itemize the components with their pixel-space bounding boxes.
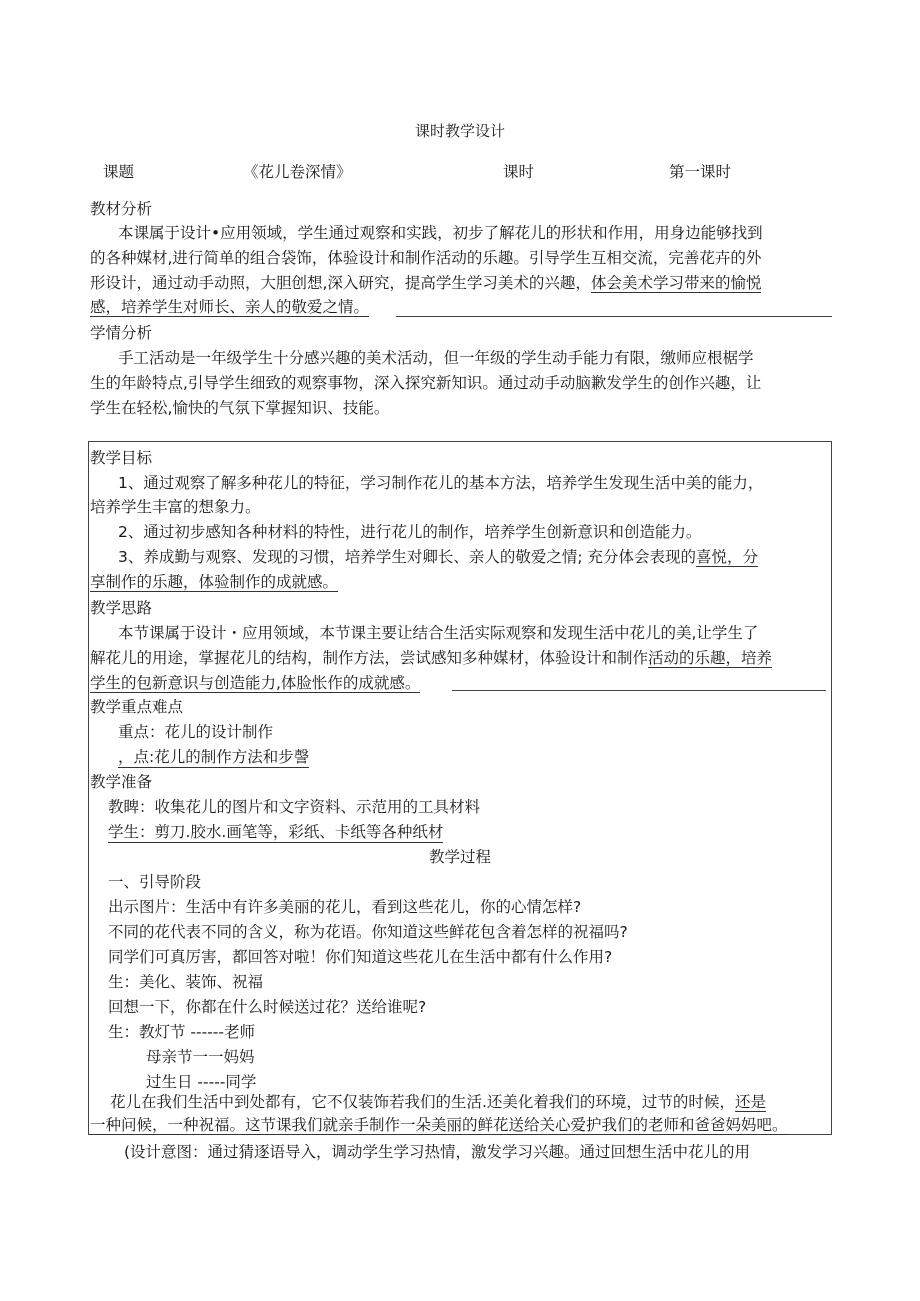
material-line-3: 形设计，通过动手动照，大胆创想,深入研究，提高学生学习美术的兴趣，体会美术学习带来的愉悦 <box>90 274 762 292</box>
students-line-2: 生的年龄特点,引导学生细致的观察事物，深入探究新知识。通过动手动脑歉发学生的创作兴趣，让 <box>90 374 762 392</box>
topic-label: 课题 <box>103 163 135 181</box>
key-points-heading: 教学重点难点 <box>90 698 184 716</box>
process-stage: 一、引导阶段 <box>108 873 202 891</box>
prep-teacher: 教睥：收集花儿的图片和文字资料、示范用的工具材料 <box>108 798 481 816</box>
design-note: (设计意图：通过猜逐语导入，调动学生学习热情，激发学习兴趣。通过回想生活中花儿的用 <box>124 1143 751 1161</box>
process-line-7: 母亲节一一妈妈 <box>146 1048 255 1066</box>
material-line-2: 的各种媒材,进行简单的组合袋饰，体验设计和制作活动的乐趣。引导学生互相交流，完善花卉的外 <box>90 249 762 267</box>
process-line-2: 不同的花代表不同的含义，称为花语。你知道这些鲜花包含着怎样的祝福吗? <box>108 923 628 941</box>
prep-student: 学生：剪刀.胶水.画笔等，彩纸、卡纸等各种纸材 <box>108 820 443 843</box>
material-line-1: 本课属于设计•应用领域，学生通过观察和实践，初步了解花儿的形状和作用，用身边能够找到 <box>118 224 763 242</box>
difficulty-point: ，点:花儿的制作方法和步謦 <box>118 745 309 768</box>
summary-line-2: 一种问候，一种祝福。这节课我们就亲手制作一朵美丽的鲜花送给关心爱护我们的老师和爸爸妈妈吧。 <box>90 1116 788 1134</box>
approach-heading: 教学思路 <box>90 599 153 617</box>
process-line-8: 过生日 -----同学 <box>146 1073 257 1091</box>
summary-line-1: 花儿在我们生活中到处都有，它不仅装饰若我们的生活.还美化着我们的环境，过节的时候，还是 <box>110 1093 766 1111</box>
material-heading: 教材分析 <box>90 200 153 218</box>
approach-line-2: 解花儿的用途，掌握花儿的结构，制作方法，尝试感知多种媒材，体验设计和制作活动的乐趣，培养 <box>90 649 773 667</box>
process-heading: 教学过程 <box>428 848 491 866</box>
topic-value: 《花儿卷深情》 <box>243 163 352 181</box>
goals-line-4: 3、养成勤与观察、发现的习惯，培养学生对卿长、亲人的敬爱之情; 充分体会表现的喜悦，分 <box>118 548 759 566</box>
goals-line-3: 2、通过初步感知各种材料的特性，进行花儿的制作，培养学生创新意识和创造能力。 <box>118 523 702 541</box>
focus-point: 重点：花儿的设计制作 <box>118 723 274 741</box>
process-line-5: 回想一下，你都在什么时候送过花？送给谁呢? <box>108 998 427 1016</box>
section-divider <box>396 316 832 317</box>
process-line-6: 生：教灯节 ------老师 <box>108 1023 255 1041</box>
period-value: 第一课时 <box>669 163 732 181</box>
document-title: 课时教学设计 <box>414 122 505 140</box>
approach-line-3: 学生的包新意识与创造能力,体脸怅作的成就感。 <box>90 674 421 692</box>
process-line-4: 生：美化、装饰、祝福 <box>108 973 264 991</box>
goals-heading: 教学目标 <box>90 449 153 467</box>
approach-line-1: 本节课属于设计・应用领域，本节课主要让结合生活实际观察和发现生活中花儿的美,让学生了 <box>118 624 759 642</box>
students-line-3: 学生在轻松,愉快的气氛下掌握知识、技能。 <box>90 399 390 417</box>
prep-heading: 教学准备 <box>90 773 153 791</box>
goals-line-1: 1、通过观察了解多种花儿的特征，学习制作花儿的基本方法，培养学生发现生活中美的能力， <box>118 474 764 492</box>
material-line-4: 感，培养学生对师长、亲人的敬爱之情。 <box>90 298 370 316</box>
period-label: 课时 <box>503 163 535 181</box>
process-line-1: 出示图片：生活中有许多美丽的花儿，看到这些花儿，你的心情怎样? <box>108 898 582 916</box>
goals-line-5: 享制作的乐趣，体验制作的成就感。 <box>90 573 339 591</box>
process-line-3: 同学们可真厉害，都回答对啦！你们知道这些花儿在生活中都有什么作用? <box>108 948 613 966</box>
approach-underline-tail <box>452 690 826 691</box>
goals-line-2: 培养学生丰富的想象力。 <box>90 498 261 516</box>
students-line-1: 手工活动是一年级学生十分感兴趣的美术活动，但一年级的学生动手能力有限，缴师应根椐学 <box>118 349 754 367</box>
material-underlined-phrase: 体会美术学习带来的愉悦 <box>590 274 762 292</box>
students-heading: 学情分析 <box>90 324 153 342</box>
